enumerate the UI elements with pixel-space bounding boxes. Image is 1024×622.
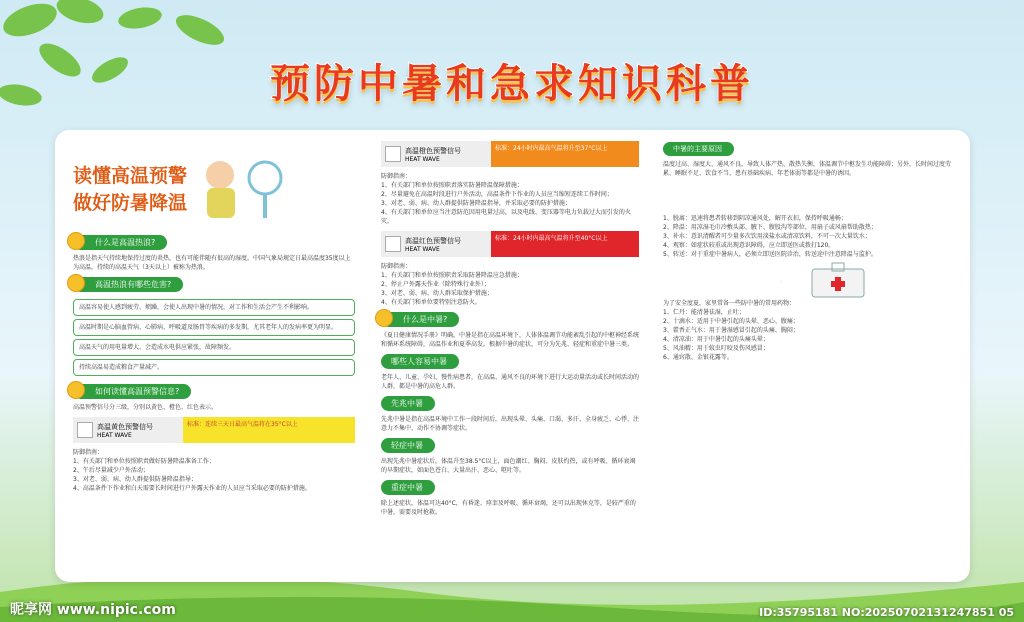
sun-icon bbox=[67, 381, 85, 399]
yellow-warning-standard: 标准：连续三天日最高气温将在35°C以上 bbox=[183, 417, 355, 443]
sub-mild: 轻症中暑 bbox=[381, 438, 435, 453]
aid-item: 2、降温：用凉湿毛巾冷敷头部、腋下、腹股沟等部位，用扇子或风扇帮助散热； bbox=[663, 224, 877, 231]
medicine-kit-icon bbox=[808, 259, 868, 299]
guide-item: 1、有关部门和单位按照职责采取防暑降温应急措施； bbox=[381, 272, 523, 279]
warning-icon bbox=[385, 146, 401, 162]
orange-warning-standard: 标准：24小时内最高气温将升至37°C以上 bbox=[491, 141, 639, 167]
heading-line1: 读懂高温预警 bbox=[73, 165, 188, 187]
column-middle bbox=[381, 136, 639, 576]
orange-warning-banner: 高温橙色预警信号 HEAT WAVE 标准：24小时内最高气温将升至37°C以上 bbox=[381, 141, 639, 167]
yellow-warning-banner: 高温黄色预警信号 HEAT WAVE 标准：连续三天日最高气温将在35°C以上 bbox=[73, 417, 355, 443]
heading-line2: 做好防暑降温 bbox=[73, 192, 188, 214]
info-board bbox=[55, 130, 970, 582]
early-text: 先兆中暑是指在高温环境中工作一段时间后，出现头晕、头痛、口渴、多汗、全身疲乏、心悸、注意力不集中、动作不协调等症状。 bbox=[381, 416, 640, 432]
guide-item: 2、尽量避免在高温时段进行户外活动，高温条件下作业的人员应当缩短连续工作时间； bbox=[381, 191, 613, 198]
medicine-item: 3、藿香正气水：用于暑湿感冒引起的头痛、胸闷； bbox=[663, 327, 799, 334]
sun-icon bbox=[67, 232, 85, 250]
sun-icon bbox=[67, 274, 85, 292]
section-read-warning: 如何读懂高温预警信息? bbox=[73, 384, 191, 399]
sub-early: 先兆中暑 bbox=[381, 396, 435, 411]
severe-text: 除上述症状，体温可达40°C，有昏迷、痉挛及呼吸、循环衰竭，还可以出现休克等，是较严重的中暑，需要及时抢救。 bbox=[381, 500, 636, 516]
watermark-left: 昵享网 www.nipic.com bbox=[10, 602, 176, 618]
aid-item: 4、观察：如症状较重或出现意识障碍，应立即送医或拨打120。 bbox=[663, 242, 835, 249]
cause-tag: 中暑的主要原因 bbox=[663, 142, 734, 156]
hot-child-illustration bbox=[195, 150, 285, 230]
medicine-item: 2、十滴水：适用于中暑引起的头晕、恶心、腹痛； bbox=[663, 318, 799, 325]
red-warning-banner: 高温红色预警信号 HEAT WAVE 标准：24小时内最高气温将升至40°C以上 bbox=[381, 231, 639, 257]
column-left bbox=[73, 136, 355, 576]
first-aid-title: 中暑的现场急救措施 bbox=[663, 188, 834, 209]
aid-item: 3、补水：意识清醒者可少量多次饮用淡盐水或清凉饮料，不可一次大量饮水； bbox=[663, 233, 871, 240]
guide-item: 4、高温条件下作业和白天需要长时间进行户外露天作业的人员应当采取必要的防护措施。 bbox=[73, 485, 311, 492]
harm-item: 高温时期是心脑血管病、心肺病、呼吸道及肠胃等疾病的多发期，尤其老年人的发病率更为明显。 bbox=[73, 319, 355, 336]
section-what-is-heatstroke: 什么是中暑? bbox=[381, 312, 459, 327]
sun-icon bbox=[375, 309, 393, 327]
guide-item: 2、午后尽量减少户外活动； bbox=[73, 467, 149, 474]
watermark-right: ID:35795181 NO:20250702131247851 05 bbox=[759, 606, 1014, 619]
medicine-kit-title: 防治中暑小药箱 bbox=[663, 271, 796, 292]
warning-levels-text: 高温预警信号分三级，分别以黄色、橙色、红色表示。 bbox=[73, 404, 218, 411]
column-right bbox=[663, 136, 955, 576]
guide-item: 1、有关部门和单位按照职责落实防暑降温保障措施； bbox=[381, 182, 523, 189]
sub-at-risk: 哪些人容易中暑 bbox=[381, 354, 459, 369]
guide-title: 防御指南： bbox=[381, 263, 412, 270]
sub-severe: 重症中暑 bbox=[381, 480, 435, 495]
warning-icon bbox=[385, 236, 401, 252]
warning-icon bbox=[77, 422, 93, 438]
aid-item: 5、转送：对于重症中暑病人，必须立即送医院诊治，转送途中注意降温与监护。 bbox=[663, 251, 877, 258]
medicine-item: 5、风油精：用于蚊虫叮咬及伤风感冒； bbox=[663, 345, 769, 352]
guide-item: 4、有关部门和单位应当注意防范因用电量过高，以及电线、变压器等电力负载过大而引发的火灾。 bbox=[381, 209, 631, 225]
guide-item: 3、对老、弱、病、幼人群提供防暑降温指导，并采取必要的防护措施； bbox=[381, 200, 571, 207]
guide-title: 防御指南： bbox=[73, 449, 104, 456]
guide-item: 1、有关部门和单位按照职责做好防暑降温准备工作； bbox=[73, 458, 215, 465]
guide-item: 3、对老、弱、病、幼人群提供防暑降温指导； bbox=[73, 476, 197, 483]
mild-text: 出现先兆中暑症状后，体温升至38.5°C以上，面色潮红、胸闷、皮肤灼热，或有呼吸、循环衰竭的早期症状，如面色苍白、大量出汗、恶心、呕吐等。 bbox=[381, 458, 636, 474]
section-what-is-heatwave: 什么是高温热浪? bbox=[73, 235, 167, 250]
at-risk-text: 老年人、儿童、孕妇、慢性病患者，在高温、通风不良的环境下进行大运动量活动或长时间活动的人群，都是中暑的高危人群。 bbox=[381, 374, 640, 390]
harm-item: 持续高温易造成粮食产量减产。 bbox=[73, 359, 355, 376]
medicine-intro: 为了安全度夏，家里常备一些防中暑的常用药物： bbox=[663, 300, 796, 307]
page-title: 预防中暑和急求知识科普 bbox=[270, 61, 754, 107]
harm-item: 高温容易使人感到疲劳、烦躁，会使人出现中暑的情况，对工作和生活会产生不利影响。 bbox=[73, 299, 355, 316]
red-warning-standard: 标准：24小时内最高气温将升至40°C以上 bbox=[491, 231, 639, 257]
guide-title: 防御指南： bbox=[381, 173, 412, 180]
cause-text: 温度过高、湿度大、通风不良，导致人体产热、散热失衡，体温调节中枢发生功能障碍；另外，长时间过度劳累、睡眠不足、饮食不当、患有基础疾病、年老体弱等都是中暑的诱因。 bbox=[663, 161, 952, 177]
harm-item: 高温天气的用电量增大。会造成水电供应紧张，故障频发。 bbox=[73, 339, 355, 356]
medicine-item: 1、仁丹：能清暑祛湿，止吐； bbox=[663, 309, 745, 316]
section-heatwave-harm: 高温热浪有哪些危害? bbox=[73, 277, 183, 292]
medicine-item: 4、清凉油：用于中暑引起的头痛头晕； bbox=[663, 336, 769, 343]
guide-item: 4、有关部门和单位要特别注意防火。 bbox=[381, 299, 481, 306]
guide-item: 2、停止户外露天作业（除特殊行业外）； bbox=[381, 281, 490, 288]
heatstroke-text: 《夏日健康情况手册》明确，中暑是指在高温环境下，人体体温调节功能紊乱引起的中枢神经系统和循环系统障碍，高温作业和夏季高发。根据中暑的症状，可分为先兆、轻症和重症中暑三类。 bbox=[381, 332, 640, 348]
aid-item: 1、脱离：迅速将患者转移到阴凉通风处，解开衣扣，保持呼吸通畅； bbox=[663, 215, 847, 222]
heatwave-text: 热浪是指天气持续地保持过度的炎热，也有可能伴随有很高的湿度。中国气象局规定日最高温度35度以上为高温，持续的高温天气（3天以上）被称为热浪。 bbox=[73, 255, 351, 271]
medicine-item: 6、通窍散、金银花露等。 bbox=[663, 354, 733, 361]
guide-item: 3、对老、弱、病、幼人群采取保护措施； bbox=[381, 290, 493, 297]
